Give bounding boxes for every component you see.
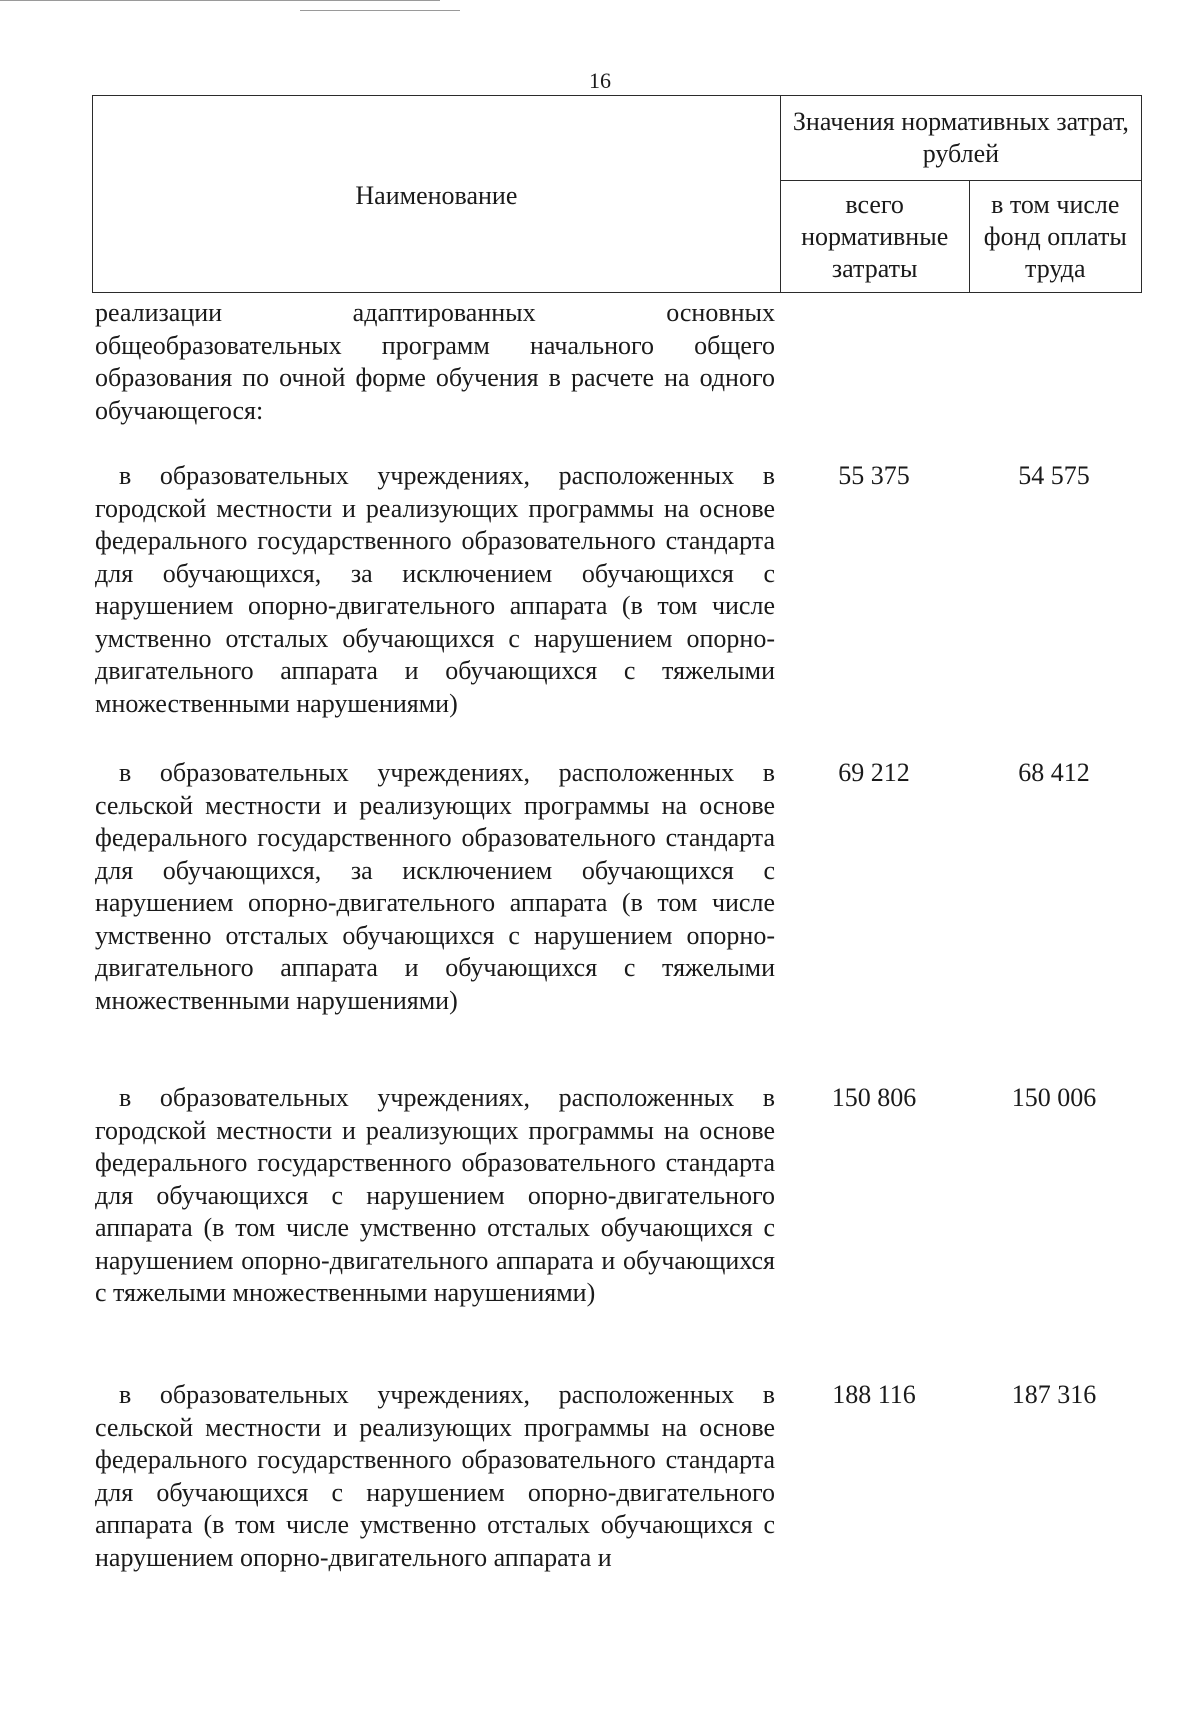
header-name-label: Наименование: [355, 181, 518, 210]
header-fund-cell: в том числе фонд оплаты труда: [969, 181, 1141, 293]
scan-edge-line: [300, 10, 460, 11]
header-name-cell: [93, 96, 781, 293]
scan-edge-line: [0, 0, 440, 1]
row-description: в образовательных учреждениях, расположенных в сельской местности и реализующих программы на основе федерального государственного образовательного стандарта для обучающихся, за исключением обучающихся с нарушением опорно-двигательного аппарата (в том числе умственно отсталых обучающихся с нарушением опорно-двигательного аппарата и обучающихся с тяжелыми множественными нарушениями): [95, 758, 775, 1015]
row-total-value: 188 116: [832, 1380, 916, 1409]
table-header: [92, 95, 1142, 293]
row-description: в образовательных учреждениях, расположенных в сельской местности и реализующих программы на основе федерального государственного образовательного стандарта для обучающихся с нарушением опорно-двигательного аппарата (в том числе умственно отсталых обучающихся с нарушением опорно-двигательного аппарата и: [95, 1380, 775, 1572]
row-fund-value: 68 412: [1018, 758, 1090, 787]
row-description: в образовательных учреждениях, расположенных в городской местности и реализующих программы на основе федерального государственного образовательного стандарта для обучающихся с нарушением опорно-двигательного аппарата (в том числе умственно отсталых обучающихся с нарушением опорно-двигательного аппарата и обучающихся с тяжелыми множественными нарушениями): [95, 1083, 775, 1307]
row-fund-value: 187 316: [1011, 1380, 1097, 1409]
intro-text: реализации адаптированных основных общеобразовательных программ начального общего образования по очной форме обучения в расчете на одного обучающегося:: [95, 298, 775, 425]
row-total-value: 55 375: [838, 461, 910, 490]
page-number: 16: [589, 68, 611, 93]
header-total-cell: всего нормативные затраты: [780, 181, 969, 293]
row-fund-value: 54 575: [1018, 461, 1090, 490]
row-total-value: 150 806: [831, 1083, 917, 1112]
row-description: в образовательных учреждениях, расположенных в городской местности и реализующих программы на основе федерального государственного образовательного стандарта для обучающихся, за исключением обучающихся с нарушением опорно-двигательного аппарата (в том числе умственно отсталых обучающихся с нарушением опорно-двигательного аппарата и обучающихся с тяжелыми множественными нарушениями): [95, 461, 775, 718]
row-total-value: 69 212: [838, 758, 910, 787]
row-fund-value: 150 006: [1011, 1083, 1097, 1112]
header-group-cell: Значения нормативных затрат, рублей: [780, 96, 1141, 181]
